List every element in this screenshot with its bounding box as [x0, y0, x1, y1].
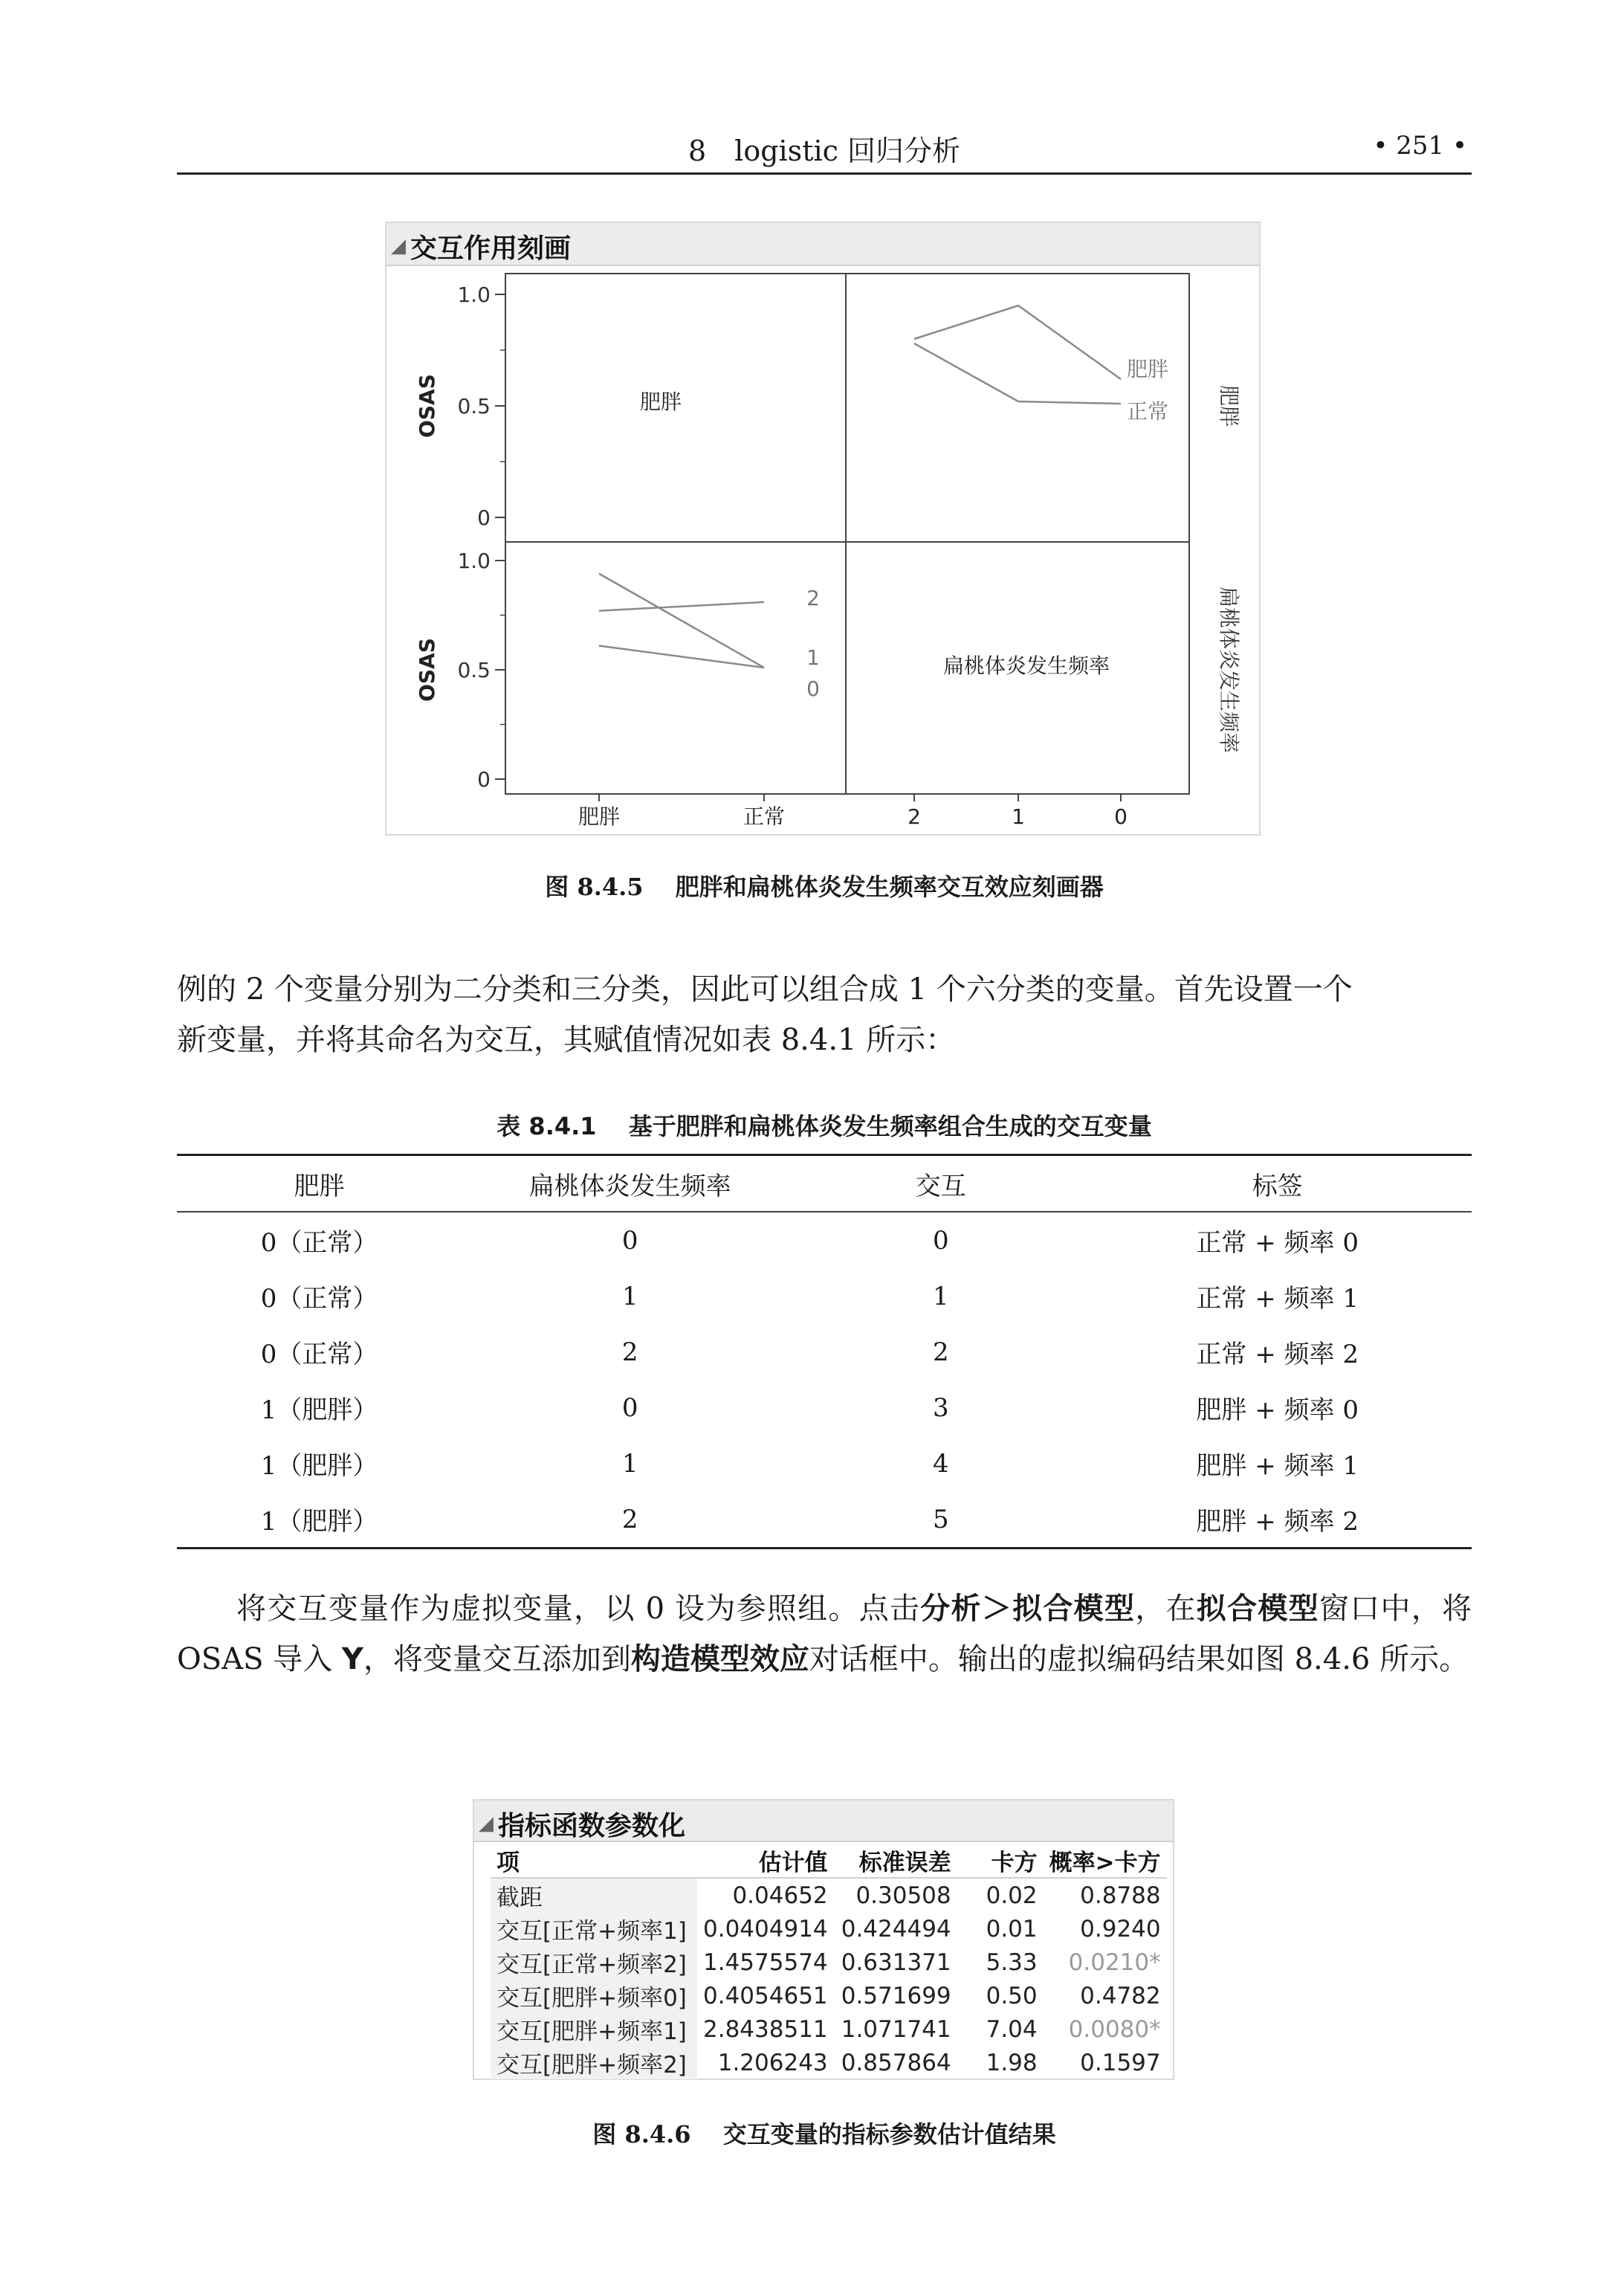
y-axis-label: OSAS [415, 374, 439, 438]
table-cell: 2 [932, 1337, 949, 1367]
estimate-cell: 1.206243 [717, 2049, 828, 2076]
series-label: 1 [806, 645, 820, 670]
running-header [177, 125, 1472, 175]
x-tick-label: 正常 [743, 804, 786, 829]
panel-title: 指标函数参数化 [498, 1811, 686, 1841]
col-header: 标签 [1083, 1155, 1472, 1212]
body-text: ，将变量交互添加到 [363, 1642, 631, 1676]
series-label: 0 [806, 676, 820, 701]
table-row [491, 2046, 1167, 2079]
dialog-name: 构造模型效应 [630, 1642, 809, 1676]
interaction-variable-table [177, 1154, 1472, 1549]
table-row [491, 1878, 1167, 1912]
figure-number: 图 8.4.5 [545, 873, 644, 901]
series-line [914, 343, 1121, 404]
std-error-cell: 0.571699 [841, 1982, 951, 2009]
table-caption-text: 基于肥胖和扁桃体炎发生频率组合生成的交互变量 [628, 1112, 1152, 1140]
body-paragraph-2 [177, 1583, 1472, 1685]
menu-path: 分析＞拟合模型 [920, 1592, 1136, 1626]
body-text: 将交互变量作为虚拟变量，以 0 设为参照组。点击 [236, 1592, 921, 1626]
table-cell: 1 [932, 1281, 949, 1311]
table-number: 表 8.4.1 [496, 1112, 597, 1140]
figure-caption [177, 2116, 1472, 2150]
panel-title-bar[interactable] [386, 223, 1259, 266]
series-label: 2 [806, 586, 820, 610]
window-name: 拟合模型 [1196, 1592, 1319, 1626]
series-line [599, 602, 764, 611]
y-tick-label: 0.5 [457, 394, 491, 419]
chisq-cell: 5.33 [986, 1948, 1038, 1976]
term-cell: 交互[肥胖+频率1] [491, 2012, 697, 2046]
col-header-prob: 概率>卡方 [1044, 1844, 1167, 1878]
table-header-row [491, 1844, 1167, 1878]
term-cell: 交互[正常+频率1] [491, 1912, 697, 1945]
body-line: 例的 2 个变量分别为二分类和三分类，因此可以组合成 1 个六分类的变量。首先设置一个 [177, 972, 1353, 1007]
table-row [491, 1912, 1167, 1945]
y-tick-label: 0 [477, 506, 491, 530]
table-cell: 5 [798, 1491, 1083, 1549]
std-error-cell: 0.631371 [841, 1948, 951, 1976]
table-cell: 0 [621, 1392, 638, 1423]
figure-caption-text: 交互变量的指标参数估计值结果 [722, 2120, 1056, 2148]
table-row [491, 1945, 1167, 1979]
series-label: 肥胖 [1127, 357, 1169, 381]
table-cell: 1（肥胖） [260, 1451, 378, 1481]
x-tick-label: 1 [1012, 804, 1025, 829]
col-header-std-error: 标准误差 [834, 1844, 957, 1878]
table-row [177, 1380, 1472, 1436]
body-paragraph-1 [177, 964, 1472, 1065]
prob-cell-significant: 0.0210* [1068, 1948, 1161, 1976]
body-line: 新变量，并将其命名为交互，其赋值情况如表 8.4.1 所示： [177, 1023, 956, 1057]
table-cell: 4 [932, 1448, 949, 1479]
table-row [177, 1268, 1472, 1324]
role-y: Y [341, 1642, 363, 1676]
col-header: 交互 [798, 1155, 1083, 1212]
table-cell: 肥胖 + 频率 0 [1196, 1395, 1359, 1425]
std-error-cell: 1.071741 [841, 2015, 951, 2043]
col-header-chisq: 卡方 [957, 1844, 1044, 1878]
std-error-cell: 0.424494 [841, 1915, 951, 1943]
panel-title-bar[interactable] [474, 1801, 1173, 1842]
x-tick-label: 2 [908, 804, 921, 829]
table-cell: 1 [621, 1448, 638, 1479]
table-cell: 2 [621, 1337, 638, 1367]
term-cell: 交互[正常+频率2] [491, 1945, 697, 1979]
chapter-title: 8 logistic 回归分析 [688, 135, 960, 167]
table-cell: 1（肥胖） [260, 1395, 378, 1425]
diagonal-label: 扁桃体炎发生频率 [942, 653, 1110, 678]
table-row [491, 2012, 1167, 2046]
prob-cell: 0.8788 [1080, 1882, 1161, 1909]
estimate-cell: 0.4054651 [703, 1982, 828, 2009]
y-tick-label: 1.0 [457, 549, 491, 573]
prob-cell-significant: 0.0080* [1068, 2015, 1161, 2043]
panel-title: 交互作用刻画 [410, 233, 572, 264]
table-row [177, 1324, 1472, 1380]
term-cell: 交互[肥胖+频率0] [491, 1979, 697, 2012]
col-header-term: 项 [491, 1844, 697, 1878]
row-factor-label: 扁桃体炎发生频率 [1217, 586, 1241, 754]
x-tick-label: 0 [1114, 804, 1128, 829]
y-tick-label: 1.0 [457, 282, 491, 307]
row-factor-label: 肥胖 [1217, 384, 1241, 427]
estimate-cell: 0.04652 [732, 1882, 828, 1909]
series-line [599, 574, 764, 668]
chisq-cell: 0.50 [986, 1982, 1038, 2009]
y-tick-label: 0.5 [457, 658, 491, 682]
chisq-cell: 1.98 [986, 2049, 1038, 2076]
prob-cell: 0.9240 [1080, 1915, 1161, 1943]
table-cell: 肥胖 + 频率 1 [1196, 1451, 1359, 1481]
figure-number: 图 8.4.6 [592, 2120, 691, 2148]
table-cell: 0 [932, 1225, 949, 1256]
table-header-row [177, 1155, 1472, 1212]
body-text: ，在 [1135, 1592, 1197, 1626]
table-cell: 正常 + 频率 2 [1196, 1340, 1359, 1369]
disclosure-triangle-icon[interactable]: ◢ [479, 1812, 494, 1835]
chisq-cell: 7.04 [986, 2015, 1038, 2043]
y-axis-label: OSAS [415, 638, 439, 702]
disclosure-triangle-icon[interactable]: ◢ [391, 235, 406, 257]
std-error-cell: 0.30508 [855, 1882, 951, 1909]
table-cell: 1（肥胖） [177, 1491, 462, 1549]
page-number: • 251 • [1373, 131, 1467, 161]
estimate-cell: 2.8438511 [703, 2015, 828, 2043]
table-row [177, 1212, 1472, 1268]
table-row [177, 1436, 1472, 1491]
x-tick-label: 肥胖 [578, 804, 621, 829]
series-label: 正常 [1127, 399, 1169, 424]
chisq-cell: 0.02 [986, 1882, 1038, 1909]
table-cell: 2 [462, 1491, 798, 1549]
diagonal-label: 肥胖 [639, 390, 682, 414]
table-cell: 1 [621, 1281, 638, 1311]
parameter-estimates-table [491, 1844, 1167, 2079]
col-header-estimate: 估计值 [697, 1844, 834, 1878]
table-cell: 0（正常） [260, 1228, 378, 1258]
prob-cell: 0.4782 [1080, 1982, 1161, 2009]
interaction-profiler-panel [385, 222, 1261, 836]
table-row [177, 1491, 1472, 1549]
col-header: 扁桃体炎发生频率 [462, 1155, 798, 1212]
table-cell: 3 [932, 1392, 949, 1423]
interaction-profiler-chart [386, 266, 1256, 831]
table-cell: 0（正常） [260, 1340, 378, 1369]
prob-cell: 0.1597 [1080, 2049, 1161, 2076]
term-cell: 交互[肥胖+频率2] [491, 2046, 697, 2079]
series-line [914, 306, 1121, 379]
table-cell: 肥胖 + 频率 2 [1083, 1491, 1472, 1549]
figure-caption [177, 868, 1472, 902]
table-cell: 正常 + 频率 0 [1196, 1228, 1359, 1258]
col-header: 肥胖 [177, 1155, 462, 1212]
estimate-cell: 0.0404914 [703, 1915, 828, 1943]
y-tick-label: 0 [477, 767, 491, 792]
table-cell: 0 [621, 1225, 638, 1256]
plot-frame [505, 274, 1189, 794]
chisq-cell: 0.01 [986, 1915, 1038, 1943]
table-row [491, 1979, 1167, 2012]
series-line [599, 646, 764, 668]
table-cell: 0（正常） [260, 1284, 378, 1314]
std-error-cell: 0.857864 [841, 2049, 951, 2076]
table-cell: 正常 + 频率 1 [1196, 1284, 1359, 1314]
indicator-parameterization-panel [473, 1799, 1174, 2080]
body-text: 对话框中。输出的虚拟编码结果如图 8.4.6 所示。 [809, 1642, 1469, 1676]
body-text: 窗口中，将 OSAS 导入 [177, 1592, 1472, 1676]
figure-caption-text: 肥胖和扁桃体炎发生频率交互效应刻画器 [675, 873, 1104, 901]
table-caption [177, 1108, 1472, 1142]
estimate-cell: 1.4575574 [703, 1948, 828, 1976]
term-cell: 截距 [491, 1878, 697, 1912]
